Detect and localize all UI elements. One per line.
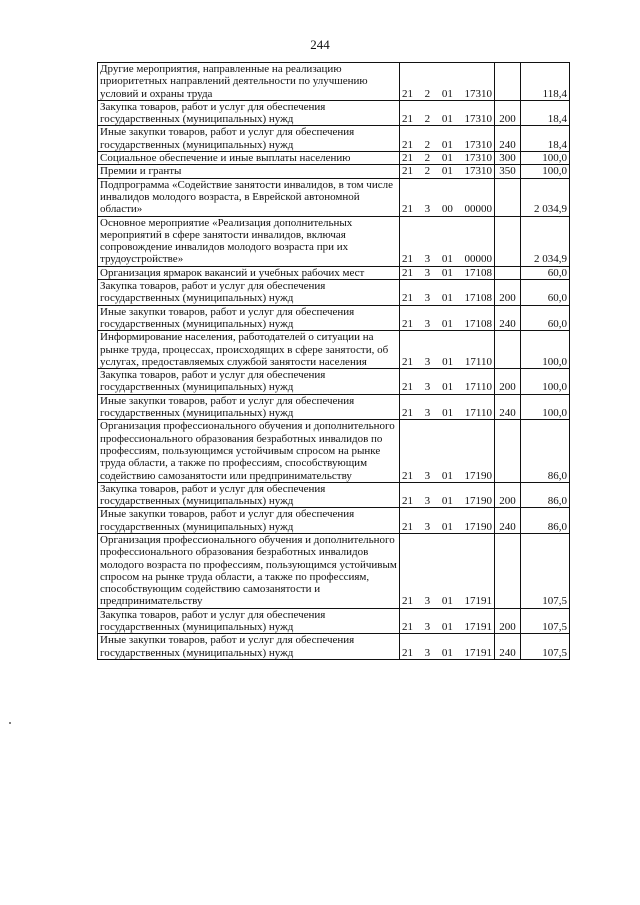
code-gp: 21 xyxy=(402,203,413,216)
code-dir: 00000 xyxy=(464,203,492,216)
amount: 100,0 xyxy=(521,165,570,178)
expense-type-code xyxy=(495,266,521,279)
table-row xyxy=(98,369,570,395)
expense-type-code xyxy=(495,533,521,608)
target-code-parts xyxy=(402,139,492,151)
table-row xyxy=(98,634,570,660)
row-name: Закупка товаров, работ и услуг для обеспечения государственных (муниципальных) нужд xyxy=(98,482,400,508)
amount: 2 034,9 xyxy=(521,216,570,266)
table-row xyxy=(98,305,570,331)
amount: 86,0 xyxy=(521,508,570,534)
code-dir: 17110 xyxy=(464,407,492,420)
target-code xyxy=(400,152,495,165)
code-pp: 2 xyxy=(424,87,431,100)
page-number: 244 xyxy=(310,37,330,52)
code-om: 01 xyxy=(441,165,453,178)
expense-type-code xyxy=(495,331,521,369)
code-gp: 21 xyxy=(402,407,413,420)
target-code-parts xyxy=(402,165,492,177)
target-code-parts xyxy=(402,407,492,419)
amount: 100,0 xyxy=(521,369,570,395)
code-dir: 17310 xyxy=(464,165,492,178)
code-om: 00 xyxy=(441,203,453,216)
code-pp: 3 xyxy=(424,520,431,533)
margin-mark xyxy=(9,722,11,724)
target-code xyxy=(400,394,495,420)
code-pp: 3 xyxy=(424,253,431,266)
code-om: 01 xyxy=(442,355,454,368)
row-name: Социальное обеспечение и иные выплаты населению xyxy=(98,152,400,165)
code-gp: 21 xyxy=(402,138,413,151)
code-gp: 21 xyxy=(402,595,413,608)
row-name: Информирование населения, работодателей о ситуации на рынке труда, процессах, происходящих в сфере занятости, об услугах, предоставляемых службой занятости населения xyxy=(98,331,400,369)
target-code xyxy=(400,608,495,634)
code-pp: 3 xyxy=(424,495,431,508)
target-code-parts xyxy=(402,621,492,633)
table-row xyxy=(98,126,570,152)
row-name: Закупка товаров, работ и услуг для обеспечения государственных (муниципальных) нужд xyxy=(98,608,400,634)
code-pp: 3 xyxy=(424,355,431,368)
code-gp: 21 xyxy=(402,621,413,634)
expense-type-code: 200 xyxy=(495,482,521,508)
expense-type-code xyxy=(495,63,521,101)
code-pp: 3 xyxy=(424,266,431,279)
target-code-parts xyxy=(402,318,492,330)
code-pp: 3 xyxy=(424,203,431,216)
code-om: 01 xyxy=(441,317,453,330)
amount: 100,0 xyxy=(521,331,570,369)
target-code-parts xyxy=(402,203,492,215)
target-code-parts xyxy=(402,292,492,304)
table-row xyxy=(98,280,570,306)
amount: 60,0 xyxy=(521,305,570,331)
amount: 86,0 xyxy=(521,420,570,482)
table-row xyxy=(98,100,570,126)
amount: 118,4 xyxy=(521,63,570,101)
table-row xyxy=(98,508,570,534)
code-pp: 3 xyxy=(424,595,431,608)
target-code xyxy=(400,126,495,152)
code-om: 01 xyxy=(441,292,453,305)
code-pp: 2 xyxy=(424,165,431,178)
target-code-parts xyxy=(402,88,492,100)
code-dir: 17110 xyxy=(464,381,492,394)
code-dir: 17310 xyxy=(464,87,492,100)
budget-table xyxy=(97,62,570,660)
code-om: 01 xyxy=(441,595,453,608)
row-name: Организация ярмарок вакансий и учебных рабочих мест xyxy=(98,266,400,279)
code-gp: 21 xyxy=(402,520,413,533)
code-gp: 21 xyxy=(402,266,413,279)
row-name: Иные закупки товаров, работ и услуг для обеспечения государственных (муниципальных) нужд xyxy=(98,634,400,660)
row-name: Закупка товаров, работ и услуг для обеспечения государственных (муниципальных) нужд xyxy=(98,369,400,395)
expense-type-code: 240 xyxy=(495,126,521,152)
code-dir: 17191 xyxy=(464,621,492,634)
table-row xyxy=(98,152,570,165)
code-gp: 21 xyxy=(402,317,413,330)
code-om: 01 xyxy=(441,87,453,100)
amount: 107,5 xyxy=(521,533,570,608)
code-om: 01 xyxy=(441,113,453,126)
code-om: 01 xyxy=(442,381,454,394)
code-dir: 17310 xyxy=(464,138,492,151)
target-code-parts xyxy=(402,595,492,607)
expense-type-code: 240 xyxy=(495,305,521,331)
code-gp: 21 xyxy=(402,87,413,100)
target-code xyxy=(400,216,495,266)
code-dir: 17191 xyxy=(464,595,492,608)
table-row xyxy=(98,482,570,508)
expense-type-code: 300 xyxy=(495,152,521,165)
table-row xyxy=(98,165,570,178)
code-pp: 2 xyxy=(424,152,431,165)
target-code-parts xyxy=(402,495,492,507)
code-pp: 3 xyxy=(424,469,431,482)
expense-type-code xyxy=(495,420,521,482)
target-code-parts xyxy=(402,152,492,164)
row-name: Иные закупки товаров, работ и услуг для обеспечения государственных (муниципальных) нужд xyxy=(98,394,400,420)
expense-type-code: 240 xyxy=(495,394,521,420)
target-code xyxy=(400,482,495,508)
target-code-parts xyxy=(402,356,492,368)
row-name: Организация профессионального обучения и дополнительного профессионального образования безработных инвалидов молодого возраста по профессиям, пользующимся устойчивым спросом на рынке труда области, а также по профессиям, способствующим содействию самозанятости и предпринимательству xyxy=(98,533,400,608)
target-code xyxy=(400,634,495,660)
code-pp: 3 xyxy=(424,292,431,305)
table-row xyxy=(98,394,570,420)
target-code xyxy=(400,280,495,306)
table-body xyxy=(98,63,570,660)
code-dir: 17310 xyxy=(464,113,492,126)
row-name: Организация профессионального обучения и дополнительного профессионального образования безработных инвалидов по профессиям, пользующимся устойчивым спросом на рынке труда области, а также по профессиям, способствующим содействию самозанятости или предпринимательству xyxy=(98,420,400,482)
target-code-parts xyxy=(402,647,492,659)
target-code-parts xyxy=(402,253,492,265)
amount: 107,5 xyxy=(521,608,570,634)
code-om: 01 xyxy=(441,152,453,165)
code-pp: 3 xyxy=(424,381,431,394)
table-row xyxy=(98,63,570,101)
table-row xyxy=(98,178,570,216)
code-pp: 3 xyxy=(424,646,431,659)
code-om: 01 xyxy=(441,138,453,151)
code-pp: 3 xyxy=(424,407,431,420)
row-name: Подпрограмма «Содействие занятости инвалидов, в том числе инвалидов молодого возраста, в Еврейской автономной области» xyxy=(98,178,400,216)
target-code-parts xyxy=(402,267,492,279)
target-code xyxy=(400,63,495,101)
code-gp: 21 xyxy=(402,292,413,305)
code-dir: 17190 xyxy=(464,469,492,482)
code-pp: 3 xyxy=(424,317,431,330)
expense-type-code: 350 xyxy=(495,165,521,178)
code-gp: 21 xyxy=(402,495,413,508)
code-dir: 17190 xyxy=(464,520,492,533)
amount: 60,0 xyxy=(521,280,570,306)
amount: 100,0 xyxy=(521,394,570,420)
table-row xyxy=(98,216,570,266)
code-gp: 21 xyxy=(402,152,413,165)
code-dir: 17191 xyxy=(464,646,492,659)
amount: 18,4 xyxy=(521,126,570,152)
code-gp: 21 xyxy=(402,165,413,178)
expense-type-code: 200 xyxy=(495,369,521,395)
code-om: 01 xyxy=(441,469,453,482)
amount: 2 034,9 xyxy=(521,178,570,216)
target-code-parts xyxy=(402,521,492,533)
code-gp: 21 xyxy=(402,355,413,368)
row-name: Закупка товаров, работ и услуг для обеспечения государственных (муниципальных) нужд xyxy=(98,100,400,126)
code-om: 01 xyxy=(442,407,454,420)
amount: 100,0 xyxy=(521,152,570,165)
target-code xyxy=(400,420,495,482)
amount: 86,0 xyxy=(521,482,570,508)
code-om: 01 xyxy=(441,621,453,634)
target-code xyxy=(400,100,495,126)
code-om: 01 xyxy=(441,266,453,279)
code-gp: 21 xyxy=(402,253,413,266)
target-code xyxy=(400,305,495,331)
expense-type-code: 240 xyxy=(495,508,521,534)
code-gp: 21 xyxy=(402,113,413,126)
target-code xyxy=(400,178,495,216)
code-dir: 00000 xyxy=(464,253,492,266)
code-dir: 17108 xyxy=(464,292,492,305)
table-row xyxy=(98,420,570,482)
code-pp: 2 xyxy=(424,138,431,151)
target-code xyxy=(400,331,495,369)
code-dir: 17108 xyxy=(464,266,492,279)
target-code xyxy=(400,508,495,534)
expense-type-code: 200 xyxy=(495,100,521,126)
code-om: 01 xyxy=(441,520,453,533)
target-code xyxy=(400,165,495,178)
code-dir: 17310 xyxy=(464,152,492,165)
code-pp: 3 xyxy=(424,621,431,634)
expense-type-code: 200 xyxy=(495,608,521,634)
expense-type-code: 200 xyxy=(495,280,521,306)
table-row xyxy=(98,533,570,608)
expense-type-code xyxy=(495,216,521,266)
table-row xyxy=(98,266,570,279)
code-dir: 17108 xyxy=(464,317,492,330)
code-om: 01 xyxy=(441,646,453,659)
table-row xyxy=(98,608,570,634)
table-row xyxy=(98,331,570,369)
target-code xyxy=(400,533,495,608)
expense-type-code xyxy=(495,178,521,216)
code-dir: 17190 xyxy=(464,495,492,508)
target-code xyxy=(400,266,495,279)
target-code xyxy=(400,369,495,395)
row-name: Иные закупки товаров, работ и услуг для обеспечения государственных (муниципальных) нужд xyxy=(98,126,400,152)
code-dir: 17110 xyxy=(464,355,492,368)
code-om: 01 xyxy=(441,495,453,508)
code-gp: 21 xyxy=(402,469,413,482)
target-code-parts xyxy=(402,113,492,125)
code-om: 01 xyxy=(441,253,453,266)
expense-type-code: 240 xyxy=(495,634,521,660)
row-name: Закупка товаров, работ и услуг для обеспечения государственных (муниципальных) нужд xyxy=(98,280,400,306)
row-name: Иные закупки товаров, работ и услуг для обеспечения государственных (муниципальных) нужд xyxy=(98,305,400,331)
row-name: Иные закупки товаров, работ и услуг для обеспечения государственных (муниципальных) нужд xyxy=(98,508,400,534)
row-name: Основное мероприятие «Реализация дополнительных мероприятий в сфере занятости инвалидов, включая сопровождение инвалидов молодого возраста при их трудоустройстве» xyxy=(98,216,400,266)
code-pp: 2 xyxy=(424,113,431,126)
code-gp: 21 xyxy=(402,646,413,659)
target-code-parts xyxy=(402,470,492,482)
amount: 18,4 xyxy=(521,100,570,126)
code-gp: 21 xyxy=(402,381,413,394)
row-name: Другие мероприятия, направленные на реализацию приоритетных направлений деятельности по улучшению условий и охраны труда xyxy=(98,63,400,101)
target-code-parts xyxy=(402,381,492,393)
row-name: Премии и гранты xyxy=(98,165,400,178)
amount: 107,5 xyxy=(521,634,570,660)
amount: 60,0 xyxy=(521,266,570,279)
